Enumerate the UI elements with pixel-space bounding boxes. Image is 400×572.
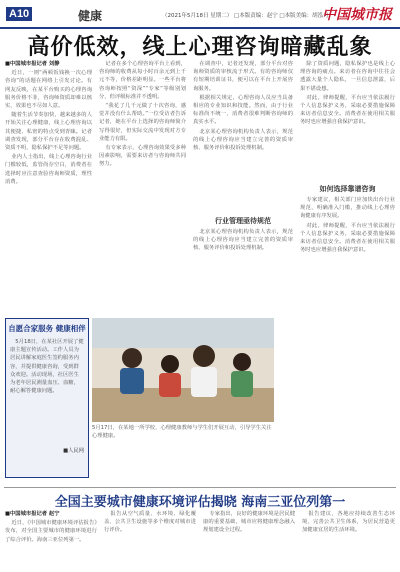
paragraph: 对此，律师提醒，平台应当依法履行个人信息保护义务，采取必要措施保障来访者信息安全。消费者在使用相关服务时也应增强自我保护意识。 [300, 222, 395, 254]
page-number: A10 [6, 7, 32, 21]
second-article-col2 [104, 510, 196, 570]
paragraph: 近日，《中国城市健康环境评估报告》发布，对全国主要城市的健康环境进行了综合评价。海南三亚位列第一。 [5, 520, 97, 543]
main-article-col4 [300, 60, 395, 180]
paragraph: 报告从空气质量、水环境、绿化覆盖、公共卫生设施等多个维度对城市进行评价。 [104, 511, 196, 534]
paragraph: 业内人士指出，线上心理咨询行业门槛较低，监管尚存空白，消费者在选择时应注意查验咨询师资质，理性消费。 [5, 154, 92, 185]
photo-caption: 5月17日，在某地一所学校，心理健康教师与学生们开展互动，引导学生关注心理健康。 [92, 425, 272, 439]
second-headline: 全国主要城市健康环境评估揭晓 海南三亚位列第一 [54, 495, 346, 510]
paragraph: 近日，一则“两顿饭钱换一次心理咨询”的话题在网络上引发讨论。有网友反映，在某平台购买的心理咨询服务价格不菲，咨询师资质却难以核实，效果也不尽如人意。 [5, 70, 92, 110]
subheading: 行业管理亟待规范 [215, 217, 271, 225]
second-article-col3 [203, 510, 295, 570]
section-name: 健康 [78, 9, 103, 23]
second-article-col4 [302, 510, 395, 570]
subheading: 如何选择靠谱咨询 [319, 185, 376, 193]
paragraph: “我花了几千元做了十次咨询，感觉并没有什么帮助。”一位受访者告诉记者，她在平台上选择的咨询师简介写得很好，但实际交流中发现对方专业能力有限。 [99, 103, 186, 142]
paragraph: 北京某心理咨询机构负责人表示，规范的线上心理咨询应当建立完善的资质审核、服务评价和投诉处理机制。 [193, 128, 293, 152]
classroom-photo-illustration [92, 318, 274, 422]
sidebar-title: 自愿合家服务 健康相伴 [8, 324, 86, 333]
news-photo [92, 318, 274, 422]
main-article-col1 [5, 60, 92, 312]
paragraph: 专家指出，良好的健康环境是居民健康的重要基础，城市应将健康理念融入规划建设全过程。 [203, 511, 295, 534]
newspaper-logo: 中国城市报 [322, 7, 392, 23]
issue-meta: （2021年5月18日 星期二） □本版责编：赵宁 □本版美编：胡泓舟 [162, 13, 329, 19]
paragraph: 在调查中，记者还发现，部分平台对咨询师资质的审核流于形式。有的咨询师仅有短期培训证书，便可以在平台上开展咨询服务。 [193, 61, 293, 92]
second-article-col1 [5, 510, 97, 570]
sidebar-body: 5月18日，在某社区开展了健康主题宣传活动。工作人员为居民讲解家庭医生签约服务内容，并提供健康咨询，受到群众欢迎。活动现场，社区医生为老年居民测量血压、血糖，耐心解答健康问题。 [10, 339, 84, 395]
paragraph: 有专家表示，心理咨询效果受多种因素影响，需要来访者与咨询师共同努力。 [99, 145, 186, 168]
sidebar-box [5, 318, 89, 478]
main-article-col3b [193, 228, 293, 312]
main-article-col2 [99, 60, 186, 312]
byline: ■中国城市报记者 赵宁 [5, 511, 60, 517]
paragraph: 报告建议，各地应持续改善生态环境，完善公共卫生体系，为居民营造更加健康宜居的生活环境。 [302, 511, 395, 534]
paragraph: 除了资质问题，隐私保护也是线上心理咨询的痛点。来访者在咨询中往往会透露大量个人隐私，一旦信息泄露，后果不堪设想。 [300, 61, 395, 92]
paragraph: 根据相关规定，心理咨询人员应当具备相应的专业知识和技能。然而，由于行业标准尚不统一，消费者很难判断咨询师的真实水平。 [193, 94, 293, 126]
sidebar-signature: ■人民网 [63, 448, 84, 454]
page-header [0, 0, 400, 29]
main-headline: 高价低效，线上心理咨询暗藏乱象 [27, 35, 373, 60]
main-article-col3 [193, 60, 293, 216]
paragraph: 随着生活节奏加快，越来越多的人开始关注心理健康，线上心理咨询以其便捷、私密的特点受到青睐。记者调查发现，部分平台存在收费混乱、资质不明、隐私保护不足等问题。 [5, 112, 92, 152]
section-divider [4, 487, 396, 488]
paragraph: 北京某心理咨询机构负责人表示，规范的线上心理咨询应当建立完善的资质审核、服务评价和投诉处理机制。 [193, 229, 293, 252]
paragraph: 对此，律师提醒，平台应当依法履行个人信息保护义务，采取必要措施保障来访者信息安全。消费者在使用相关服务时也应增强自我保护意识。 [300, 94, 395, 126]
paragraph: 记者在多个心理咨询平台上看到，咨询师的收费从每小时百余元到上千元不等，价格差距明显。一些平台将咨询师按照“资深”“专家”等级别划分，但评级标准并不透明。 [99, 61, 186, 100]
paragraph: 专家建议，相关部门应加快出台行业规范，明确准入门槛，推动线上心理咨询健康有序发展。 [300, 197, 395, 220]
byline: ■中国城市报记者 刘静 [5, 61, 60, 67]
main-article-col4b [300, 196, 395, 476]
